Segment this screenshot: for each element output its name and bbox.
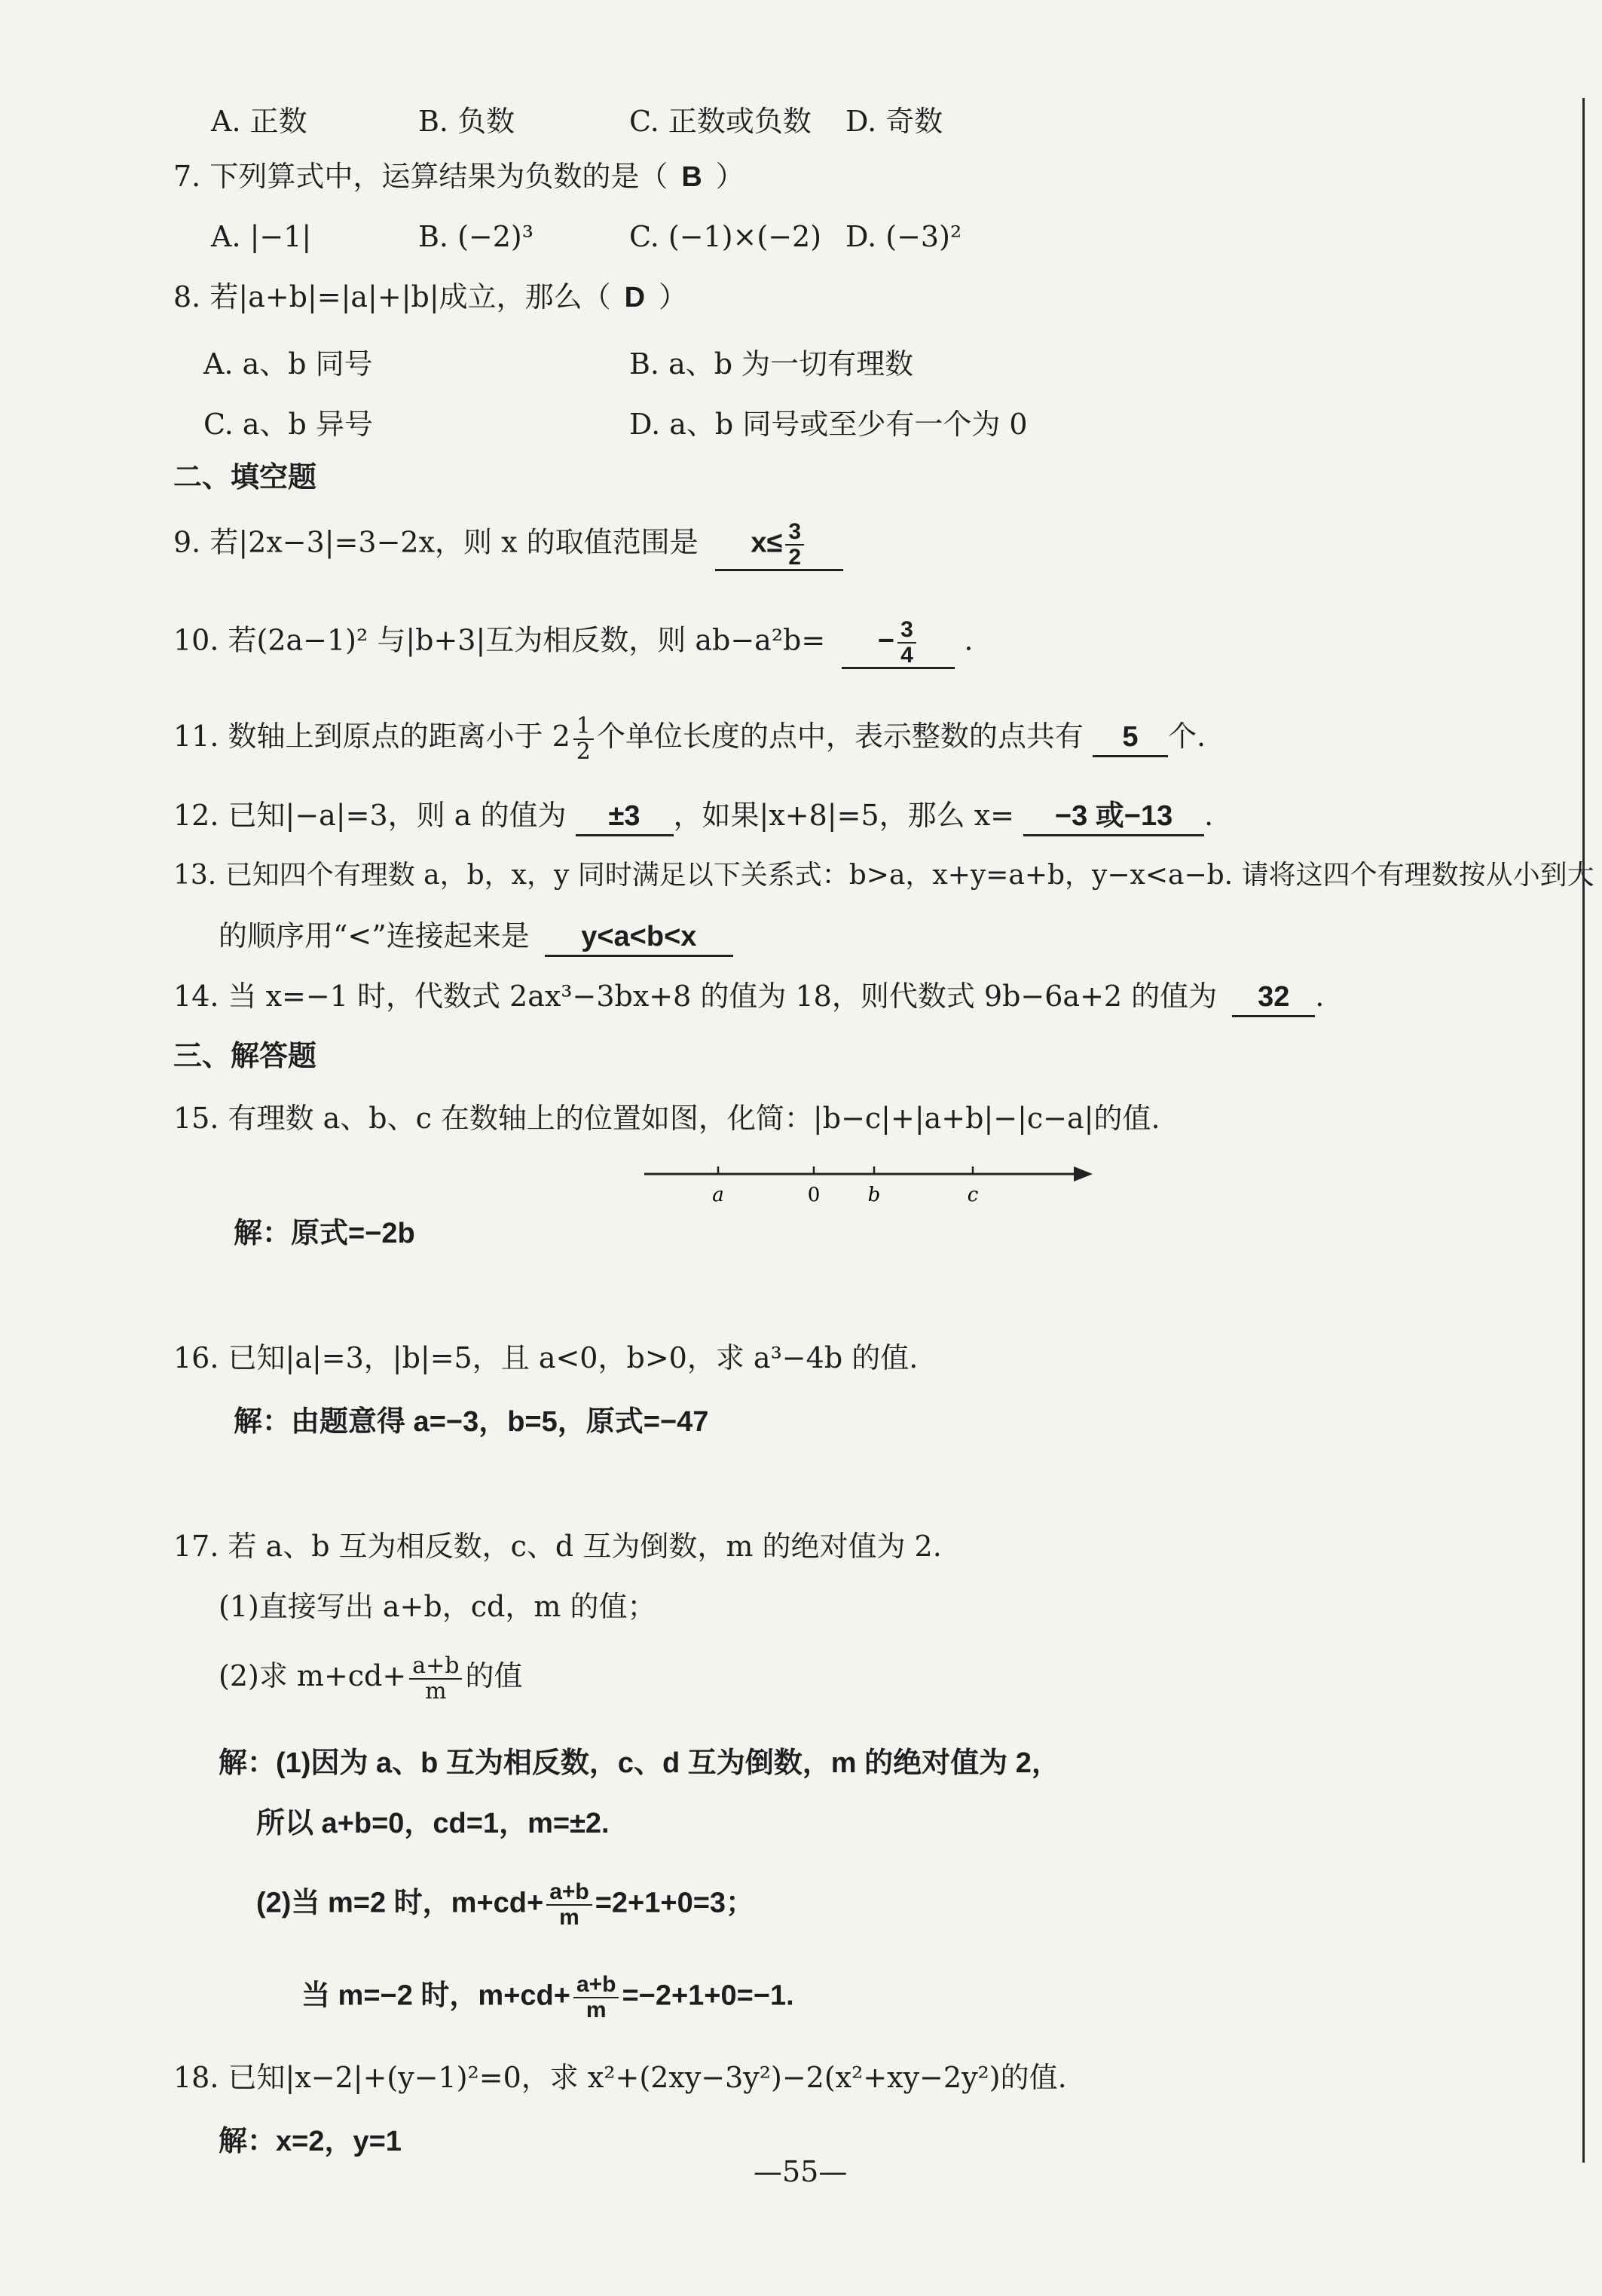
q13-line-1: 13. 已知四个有理数 a，b，x，y 同时满足以下关系式：b>a，x+y=a+b，y−x<a−b. 请将这四个有理数按从小到大 [173, 860, 1594, 891]
q8-answer: D [624, 282, 646, 313]
q7-option-a: A. |−1| [211, 220, 312, 253]
q7-option-b: B. (−2)³ [418, 220, 533, 253]
label-a: a [712, 1184, 724, 1206]
section-solution-heading: 三、解答题 [173, 1041, 317, 1072]
q13-line-2: 的顺序用“<”连接起来是 y<a<b<x [219, 919, 733, 957]
q17-solution-line-4: 当 m=−2 时，m+cd+ $\frac{a+b}{m}$ =−2+1+0=−1. [301, 1972, 794, 2022]
q9-answer-blank: x≤ $\frac{3}{2}$ [715, 520, 843, 571]
number-line-arrow [1074, 1166, 1093, 1182]
q6-option-b: B. 负数 [418, 105, 515, 138]
label-0: 0 [807, 1184, 821, 1206]
q7-option-c: C. (−1)×(−2) [629, 220, 822, 253]
label-c: c [967, 1184, 979, 1206]
q12-answer-1-blank: ±3 [576, 799, 674, 836]
q7-option-d: D. (−3)² [845, 220, 962, 253]
q18-stem: 18. 已知|x−2|+(y−1)²=0，求 x²+(2xy−3y²)−2(x²+xy−2y²)的值. [173, 2061, 1067, 2094]
q14-answer-blank: 32 [1232, 980, 1315, 1017]
q8-option-d: D. a、b 同号或至少有一个为 0 [629, 408, 1028, 441]
q12-stem: 12. 已知|−a|=3，则 a 的值为 ±3 ，如果|x+8|=5，那么 x= −3 或−13 . [173, 799, 1213, 836]
q11-stem: 11. 数轴上到原点的距离小于 2 $\frac{1}{2}$ 个单位长度的点中，表示整数的点共有 5 个. [173, 713, 1206, 765]
q17-solution-line-3: (2)当 m=2 时，m+cd+ $\frac{a+b}{m}$ =2+1+0=3； [256, 1879, 755, 1930]
q6-option-a: A. 正数 [211, 105, 307, 138]
q15-number-line [640, 1153, 1108, 1213]
label-b: b [867, 1184, 881, 1206]
q8-option-a: A. a、b 同号 [203, 347, 373, 381]
q18-solution: 解：x=2，y=1 [219, 2126, 402, 2157]
q8-option-b: B. a、b 为一切有理数 [629, 347, 914, 381]
q16-stem: 16. 已知|a|=3，|b|=5，且 a<0，b>0，求 a³−4b 的值. [173, 1341, 919, 1374]
q17-stem: 17. 若 a、b 互为相反数，c、d 互为倒数，m 的绝对值为 2. [173, 1530, 942, 1563]
margin-rule [1582, 98, 1585, 2163]
q6-option-c: C. 正数或负数 [629, 105, 812, 138]
q9-stem: 9. 若|2x−3|=3−2x，则 x 的取值范围是 x≤ $\frac{3}{2}$ [173, 520, 843, 571]
q17-solution-line-1: 解：(1)因为 a、b 互为相反数，c、d 互为倒数，m 的绝对值为 2， [219, 1747, 1060, 1779]
q8-stem: 8. 若|a+b|=|a|+|b|成立，那么（ D ） [173, 280, 688, 313]
q17-solution-line-2: 所以 a+b=0，cd=1，m=±2. [256, 1808, 610, 1839]
section-fill-in-heading: 二、填空题 [173, 462, 317, 494]
q11-answer-blank: 5 [1093, 720, 1168, 757]
q13-answer-blank: y<a<b<x [545, 920, 733, 957]
q12-answer-2-blank: −3 或−13 [1023, 799, 1204, 836]
q6-option-d: D. 奇数 [845, 105, 943, 138]
q7-stem: 7. 下列算式中，运算结果为负数的是（ B ） [173, 160, 744, 193]
q15-solution: 解：原式=−2b [234, 1218, 415, 1249]
q7-answer: B [681, 161, 702, 193]
q16-solution: 解：由题意得 a=−3，b=5，原式=−47 [234, 1406, 709, 1438]
q8-option-c: C. a、b 异号 [203, 408, 373, 441]
page-number: —55— [754, 2155, 848, 2188]
q10-answer-blank: − $\frac{3}{4}$ [842, 618, 955, 669]
q10-stem: 10. 若(2a−1)² 与|b+3|互为相反数，则 ab−a²b= − $\frac{3}{4}$ . [173, 618, 974, 669]
q17-part-2: (2)求 m+cd+ $\frac{a+b}{m}$ 的值 [219, 1652, 523, 1704]
q14-stem: 14. 当 x=−1 时，代数式 2ax³−3bx+8 的值为 18，则代数式 9b−6a+2 的值为 32 . [173, 980, 1324, 1017]
q17-part-1: (1)直接写出 a+b，cd，m 的值； [219, 1590, 656, 1623]
q15-stem: 15. 有理数 a、b、c 在数轴上的位置如图，化简：|b−c|+|a+b|−|c−a|的值. [173, 1102, 1160, 1135]
